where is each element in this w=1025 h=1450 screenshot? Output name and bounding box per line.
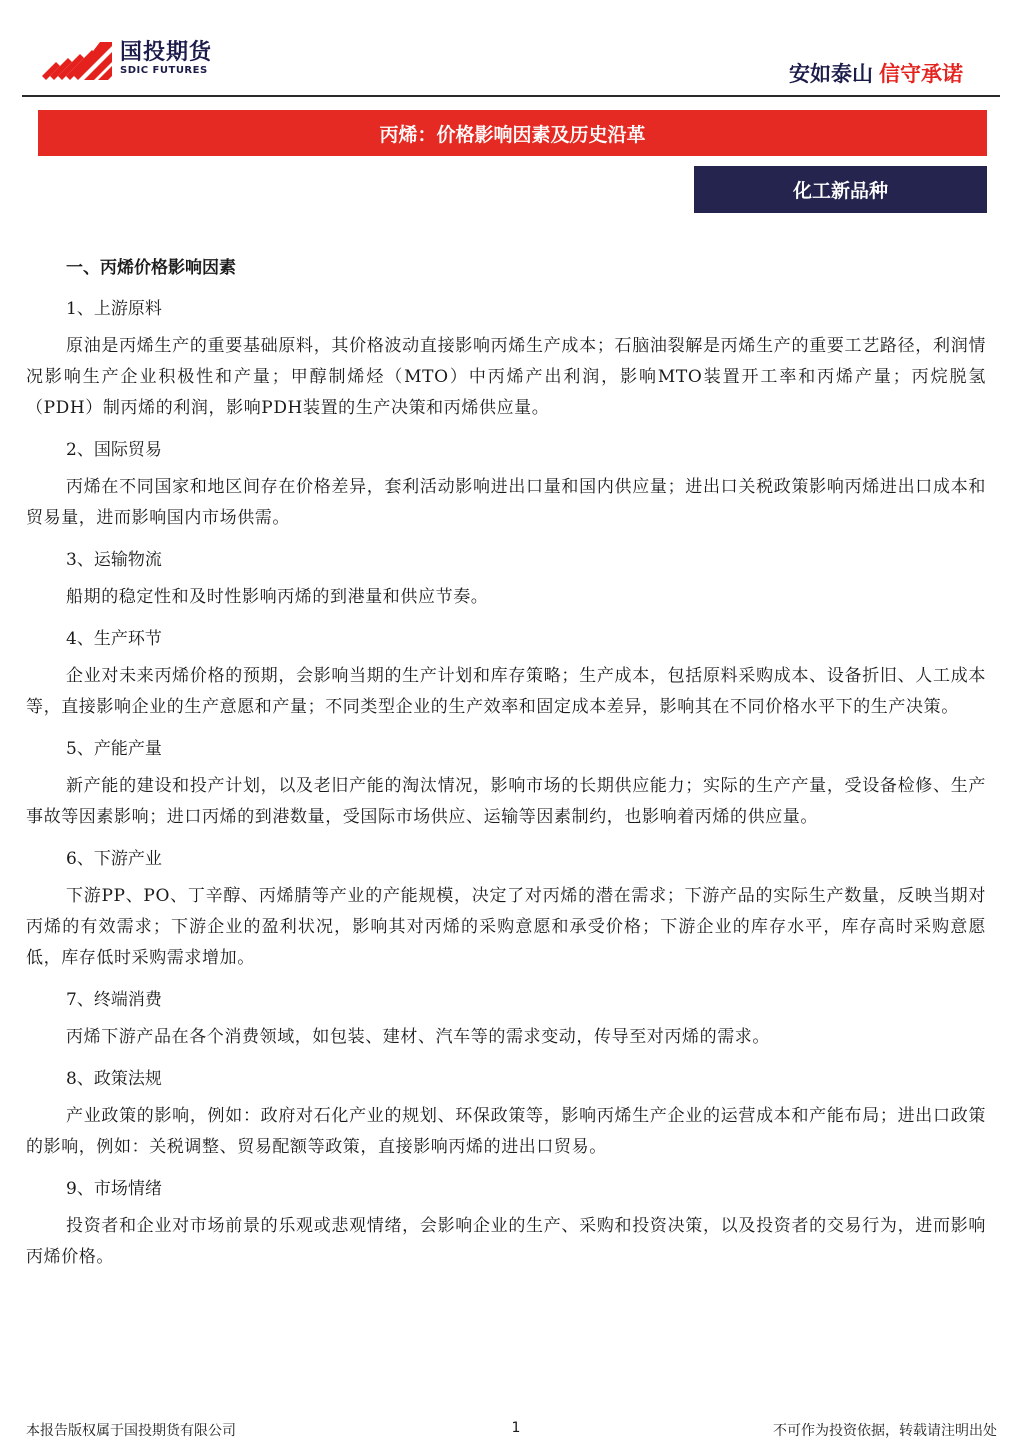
section-heading: 一、丙烯价格影响因素 [66,258,236,278]
factor-item [26,1067,986,1163]
factor-title: 2、国际贸易 [66,440,162,460]
category-banner [694,166,987,213]
factor-item [26,988,986,1053]
factor-item [26,627,986,723]
logo-chinese-name: 国投期货 [120,40,213,65]
factor-body: 船期的稳定性和及时性影响丙烯的到港量和供应节奏。 [66,587,489,607]
factor-title: 3、运输物流 [66,550,162,570]
header-divider [22,95,1000,97]
factor-body: 丙烯下游产品在各个消费领域，如包装、建材、汽车等的需求变动，传导至对丙烯的需求。 [66,1027,770,1047]
factor-title: 9、市场情绪 [66,1179,162,1199]
factor-title: 1、上游原料 [66,299,162,319]
factor-body: 投资者和企业对市场前景的乐观或悲观情绪，会影响企业的生产、采购和投资决策，以及投资者的交易行为，进而影响丙烯价格。 [26,1216,986,1267]
logo-mark-icon [38,38,114,80]
factor-item [26,297,986,424]
factor-body: 下游PP、PO、丁辛醇、丙烯腈等产业的产能规模，决定了对丙烯的潜在需求；下游产品的实际生产数量，反映当期对丙烯的有效需求；下游企业的盈利状况，影响其对丙烯的采购意愿和承受价格；下游企业的库存水平，库存高时采购意愿低，库存低时采购需求增加。 [26,886,986,968]
slogan-part-1: 安如泰山 [789,62,873,86]
category-label: 化工新品种 [792,180,888,202]
title-banner [38,110,987,156]
factor-item [26,847,986,974]
factor-title: 8、政策法规 [66,1069,162,1089]
factor-item [26,737,986,833]
factor-body: 原油是丙烯生产的重要基础原料，其价格波动直接影响丙烯生产成本；石脑油裂解是丙烯生产的重要工艺路径，利润情况影响生产企业积极性和产量；甲醇制烯烃（MTO）中丙烯产出利润，影响MTO装置开工率和丙烯产量；丙烷脱氢（PDH）制丙烯的利润，影响PDH装置的生产决策和丙烯供应量。 [26,336,986,418]
factor-title: 4、生产环节 [66,629,162,649]
factor-item [26,548,986,613]
logo-english-name: SDIC FUTURES [120,65,208,76]
copyright-notice: 本报告版权属于国投期货有限公司 [26,1423,236,1439]
factor-title: 5、产能产量 [66,739,162,759]
page-number: 1 [511,1420,521,1436]
factor-body: 产业政策的影响，例如：政府对石化产业的规划、环保政策等，影响丙烯生产企业的运营成本和产能布局；进出口政策的影响，例如：关税调整、贸易配额等政策，直接影响丙烯的进出口贸易。 [26,1106,986,1157]
slogan-part-2: 信守承诺 [879,62,963,86]
slogan [789,58,963,88]
disclaimer-notice: 不可作为投资依据，转载请注明出处 [773,1423,997,1439]
factor-body: 新产能的建设和投产计划，以及老旧产能的淘汰情况，影响市场的长期供应能力；实际的生产产量，受设备检修、生产事故等因素影响；进口丙烯的到港数量，受国际市场供应、运输等因素制约，也影响着丙烯的供应量。 [26,776,986,827]
factor-body: 企业对未来丙烯价格的预期，会影响当期的生产计划和库存策略；生产成本，包括原料采购成本、设备折旧、人工成本等，直接影响企业的生产意愿和产量；不同类型企业的生产效率和固定成本差异，影响其在不同价格水平下的生产决策。 [26,666,986,717]
report-body [26,256,986,1287]
company-logo [38,38,238,80]
factor-title: 6、下游产业 [66,849,162,869]
factor-body: 丙烯在不同国家和地区间存在价格差异，套利活动影响进出口量和国内供应量；进出口关税政策影响丙烯进出口成本和贸易量，进而影响国内市场供需。 [26,477,986,528]
factor-item [26,438,986,534]
factor-title: 7、终端消费 [66,990,162,1010]
factor-item [26,1177,986,1273]
page-header [0,0,1025,96]
page-title: 丙烯：价格影响因素及历史沿革 [379,123,646,146]
page-footer [0,1416,1025,1446]
